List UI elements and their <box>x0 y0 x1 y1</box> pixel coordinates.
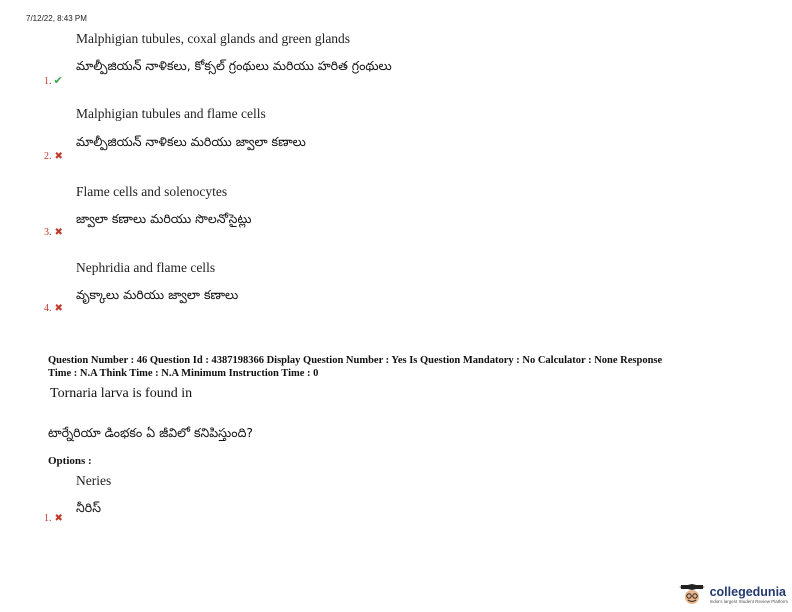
print-timestamp: 7/12/22, 8:43 PM <box>26 14 87 23</box>
logo-name: collegedunia <box>709 584 786 599</box>
option-number: 4. <box>44 303 52 314</box>
option-number: 2. <box>44 151 52 162</box>
prev-option-1-telugu: మాల్పీజియన్ నాళికలు, కోక్సల్ గ్రంథులు మరియు హరిత గ్రంథులు <box>76 58 392 73</box>
question-text-telugu: టార్నేరియా డింభకం ఏ జీవిలో కనిపిస్తుంది? <box>48 425 254 440</box>
mascot-icon <box>677 584 707 606</box>
prev-option-3-english: Flame cells and solenocytes <box>76 184 228 199</box>
options-label: Options : <box>48 455 92 467</box>
collegedunia-logo <box>677 584 788 606</box>
option-number: 1. <box>44 513 52 524</box>
option-1-english: Neries <box>76 473 112 488</box>
option-number: 1. <box>44 76 52 87</box>
logo-tagline: India's largest Student Review Platform <box>709 599 788 604</box>
prev-option-2-english: Malphigian tubules and flame cells <box>76 106 266 121</box>
prev-option-2-telugu: మాల్పీజియన్ నాళికలు మరియు జ్వాలా కణాలు <box>76 134 306 149</box>
prev-option-3-marker <box>44 227 63 238</box>
option-1-marker <box>44 513 63 524</box>
question-text-english: Tornaria larva is found in <box>50 386 193 401</box>
cross-icon: ✖ <box>54 227 63 238</box>
option-number: 3. <box>44 227 52 238</box>
question-metadata <box>48 354 768 380</box>
prev-option-4-telugu: వృక్కాలు మరియు జ్వాలా కణాలు <box>76 287 239 302</box>
cross-icon: ✖ <box>54 151 63 162</box>
prev-option-2-marker <box>44 151 63 162</box>
prev-option-3-telugu: జ్వాలా కణాలు మరియు సొలనోసైట్లు <box>76 211 252 226</box>
prev-option-1-english: Malphigian tubules, coxal glands and green glands <box>76 31 351 46</box>
cross-icon: ✖ <box>54 513 63 524</box>
prev-option-4-marker <box>44 303 63 314</box>
question-metadata-line-2: Time : N.A Think Time : N.A Minimum Instruction Time : 0 <box>48 368 319 379</box>
check-icon: ✔ <box>53 75 63 87</box>
cross-icon: ✖ <box>54 303 63 314</box>
option-1-telugu: నీరిస్ <box>76 500 101 515</box>
prev-option-4-english: Nephridia and flame cells <box>76 260 216 275</box>
prev-option-1-marker <box>44 74 63 87</box>
question-metadata-line-1: Question Number : 46 Question Id : 4387198366 Display Question Number : Yes Is Question Mandatory : No Calculator : None Response <box>48 355 663 366</box>
